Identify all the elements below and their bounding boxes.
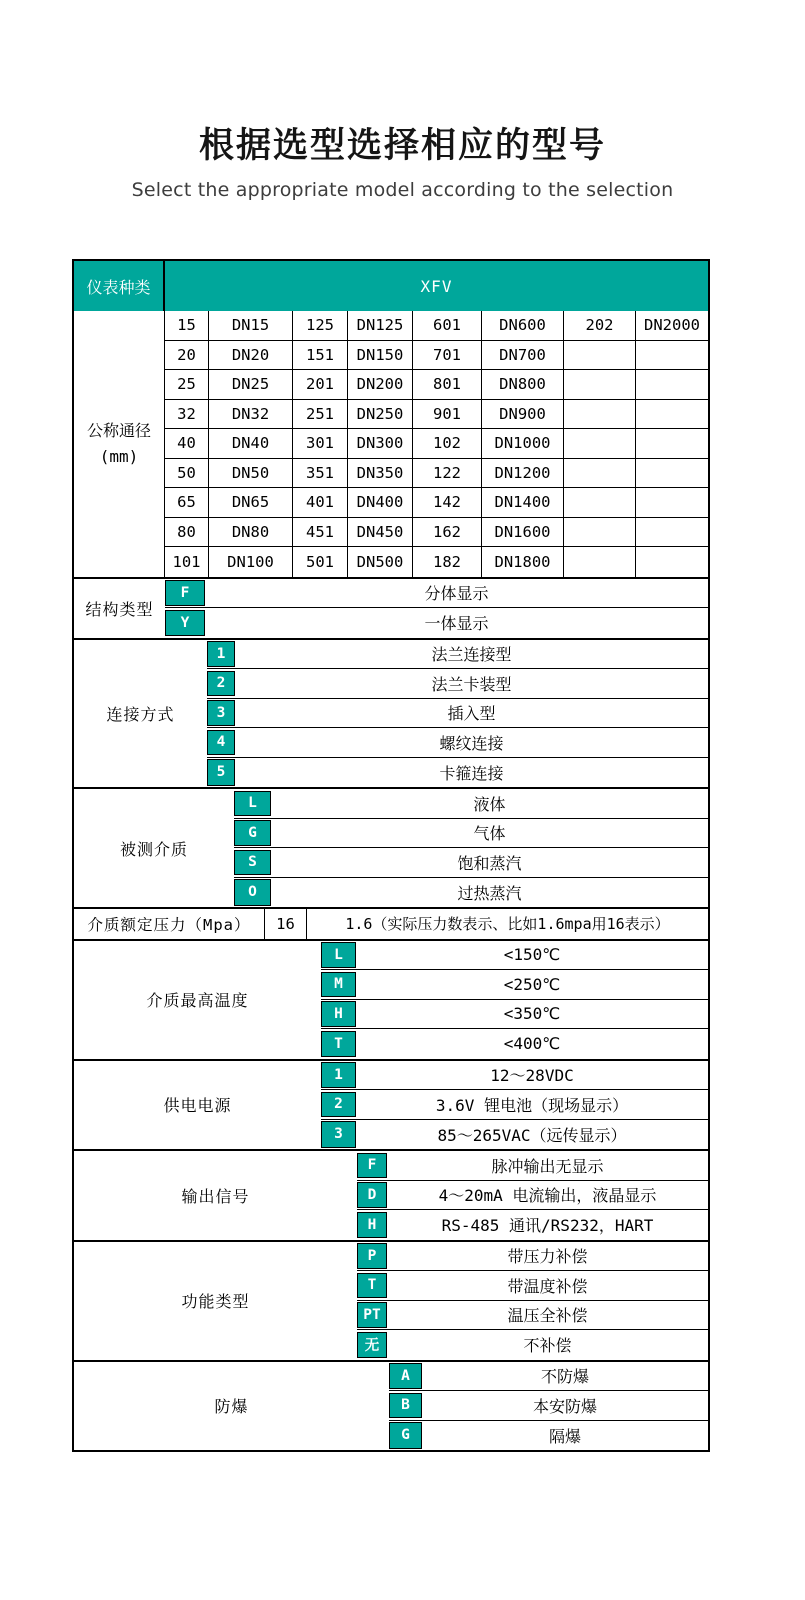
section-rows xyxy=(389,1362,708,1451)
dn-cell xyxy=(564,518,636,548)
nominal-diameter-grid xyxy=(165,311,708,577)
option-row xyxy=(234,878,708,908)
page-title: 根据选型选择相应的型号 xyxy=(198,126,606,166)
option-row xyxy=(389,1421,708,1451)
option-row xyxy=(321,941,708,971)
section-rated-pressure xyxy=(74,907,708,939)
option-code-cell: T xyxy=(321,1031,356,1058)
section-label: 连接方式 xyxy=(106,704,175,724)
dn-cell: DN350 xyxy=(348,459,413,489)
dn-cell: 125 xyxy=(293,311,348,341)
option-row xyxy=(321,970,708,1000)
dn-cell: DN2000 xyxy=(636,311,708,341)
dn-cell: 142 xyxy=(413,488,482,518)
option-description: 插入型 xyxy=(447,704,496,724)
option-row xyxy=(389,1391,708,1421)
option-code-cell: PT xyxy=(357,1302,387,1328)
option-description: 法兰连接型 xyxy=(431,645,512,665)
dn-cell: 122 xyxy=(413,459,482,489)
option-row xyxy=(207,640,708,670)
option-description: 3.6V 锂电池（现场显示） xyxy=(435,1095,629,1115)
option-description: <400℃ xyxy=(503,1034,561,1054)
section-measured-medium xyxy=(74,787,708,907)
dn-cell xyxy=(636,429,708,459)
option-row xyxy=(207,699,708,729)
dn-cell: 25 xyxy=(165,370,209,400)
option-description: 饱和蒸汽 xyxy=(457,853,522,873)
dn-cell: DN250 xyxy=(348,400,413,430)
option-row xyxy=(234,789,708,819)
dn-cell: DN150 xyxy=(348,341,413,371)
option-description: 带温度补偿 xyxy=(507,1276,588,1296)
dn-cell: DN32 xyxy=(209,400,293,430)
option-code-cell: M xyxy=(321,972,356,998)
section-label: 供电电源 xyxy=(163,1096,232,1116)
dn-cell: 65 xyxy=(165,488,209,518)
dn-cell: DN65 xyxy=(209,488,293,518)
dn-cell: 901 xyxy=(413,400,482,430)
dn-cell xyxy=(636,459,708,489)
option-row xyxy=(234,819,708,849)
section-connection-type xyxy=(74,638,708,788)
dn-cell: DN400 xyxy=(348,488,413,518)
section-label: 介质额定压力（Mpa） xyxy=(87,915,251,934)
dn-cell: 251 xyxy=(293,400,348,430)
option-description: RS-485 通讯/RS232，HART xyxy=(441,1216,654,1236)
section-structure-type xyxy=(74,577,708,638)
option-row xyxy=(357,1330,708,1360)
option-code-cell: 4 xyxy=(207,730,235,756)
dn-cell: 102 xyxy=(413,429,482,459)
option-row xyxy=(165,579,708,609)
option-code-cell: 1 xyxy=(207,641,235,667)
option-row xyxy=(321,1090,708,1120)
option-code-cell: H xyxy=(321,1001,356,1027)
option-description: 不防爆 xyxy=(540,1367,589,1387)
option-description: 过热蒸汽 xyxy=(457,883,522,903)
option-row xyxy=(357,1151,708,1181)
dn-cell: 20 xyxy=(165,341,209,371)
dn-cell: 202 xyxy=(564,311,636,341)
option-description: 85～265VAC（远传显示） xyxy=(437,1125,627,1145)
model-selection-table xyxy=(72,259,710,1452)
dn-cell: DN20 xyxy=(209,341,293,371)
option-row xyxy=(357,1301,708,1331)
dn-cell: 201 xyxy=(293,370,348,400)
dn-cell: DN200 xyxy=(348,370,413,400)
dn-cell: DN15 xyxy=(209,311,293,341)
dn-cell: 15 xyxy=(165,311,209,341)
nominal-diameter-label xyxy=(74,311,165,577)
option-row xyxy=(321,1120,708,1150)
option-code-cell: A xyxy=(389,1363,422,1389)
section-label: 防爆 xyxy=(214,1397,249,1417)
header-model-code: XFV xyxy=(420,276,453,296)
option-code-cell: 2 xyxy=(321,1092,356,1118)
section-rows xyxy=(321,941,708,1059)
dn-cell: 701 xyxy=(413,341,482,371)
option-code-cell: P xyxy=(357,1243,387,1269)
option-code-cell: F xyxy=(165,580,205,606)
dn-cell: DN1200 xyxy=(482,459,564,489)
dn-cell: DN1000 xyxy=(482,429,564,459)
dn-cell: 301 xyxy=(293,429,348,459)
option-code-cell: L xyxy=(321,942,356,968)
dn-cell: DN900 xyxy=(482,400,564,430)
table-header xyxy=(74,261,708,311)
option-description: 本安防爆 xyxy=(532,1396,597,1416)
option-row xyxy=(389,1362,708,1392)
dn-cell: DN800 xyxy=(482,370,564,400)
option-description: <150℃ xyxy=(503,945,561,965)
option-code-cell: 5 xyxy=(207,759,235,786)
title-block xyxy=(0,0,805,201)
section-power-supply xyxy=(74,1059,708,1150)
option-description: 带压力补偿 xyxy=(507,1247,588,1267)
option-description: 一体显示 xyxy=(424,614,489,634)
section-rows xyxy=(234,789,708,907)
option-code-cell: 2 xyxy=(207,671,235,697)
section-label: 输出信号 xyxy=(181,1186,250,1206)
option-code-cell: O xyxy=(234,879,271,906)
dn-cell: DN50 xyxy=(209,459,293,489)
option-row xyxy=(207,669,708,699)
option-code-cell: H xyxy=(357,1212,387,1239)
section-rows xyxy=(357,1151,708,1240)
option-description: 隔爆 xyxy=(548,1426,581,1446)
dn-cell xyxy=(564,488,636,518)
option-description: 螺纹连接 xyxy=(439,733,504,753)
option-row xyxy=(207,728,708,758)
section-rows xyxy=(321,1061,708,1150)
dn-cell xyxy=(564,400,636,430)
dn-cell: DN25 xyxy=(209,370,293,400)
dn-cell xyxy=(636,341,708,371)
section-output-signal xyxy=(74,1149,708,1240)
option-code-cell: 1 xyxy=(321,1062,356,1088)
option-description: 1.6（实际压力数表示、比如1.6mpa用16表示） xyxy=(345,915,670,934)
option-description: 气体 xyxy=(473,824,506,844)
section-rows xyxy=(357,1242,708,1360)
option-row xyxy=(321,1000,708,1030)
option-row xyxy=(165,608,708,638)
dn-cell: 80 xyxy=(165,518,209,548)
dn-cell: 801 xyxy=(413,370,482,400)
option-row xyxy=(357,1271,708,1301)
dn-cell: DN1600 xyxy=(482,518,564,548)
dn-cell xyxy=(564,459,636,489)
nominal-diameter-label-line1: 公称通径 xyxy=(86,421,151,441)
option-row xyxy=(357,1242,708,1272)
dn-cell: 101 xyxy=(165,547,209,577)
option-row xyxy=(264,909,708,939)
dn-cell: DN500 xyxy=(348,547,413,577)
option-description: 卡箍连接 xyxy=(439,763,504,783)
dn-cell xyxy=(636,488,708,518)
option-row xyxy=(321,1029,708,1059)
nominal-diameter-label-line2: (mm) xyxy=(99,446,139,466)
dn-cell xyxy=(636,547,708,577)
section-rows xyxy=(165,579,708,638)
dn-cell: DN100 xyxy=(209,547,293,577)
dn-cell: DN600 xyxy=(482,311,564,341)
dn-cell xyxy=(636,370,708,400)
option-code-cell: S xyxy=(234,850,271,876)
option-description: 不补偿 xyxy=(523,1336,572,1356)
dn-cell xyxy=(564,429,636,459)
option-description: 脉冲输出无显示 xyxy=(491,1156,604,1176)
dn-cell: DN40 xyxy=(209,429,293,459)
option-code-cell: G xyxy=(389,1422,422,1449)
section-rows xyxy=(207,640,708,788)
option-description: 液体 xyxy=(473,794,506,814)
option-code-cell: L xyxy=(234,791,271,817)
section-nominal-diameter xyxy=(74,311,708,577)
option-code-cell: 3 xyxy=(207,700,235,726)
option-row xyxy=(207,758,708,788)
section-max-temperature xyxy=(74,939,708,1059)
dn-cell: 162 xyxy=(413,518,482,548)
option-description: 温压全补偿 xyxy=(507,1306,588,1326)
dn-cell: DN1400 xyxy=(482,488,564,518)
section-label: 结构类型 xyxy=(85,599,154,619)
option-code-cell: 无 xyxy=(357,1332,387,1359)
dn-cell: 182 xyxy=(413,547,482,577)
option-row xyxy=(321,1061,708,1091)
option-code-cell: F xyxy=(357,1153,387,1179)
dn-cell xyxy=(564,341,636,371)
option-row xyxy=(234,848,708,878)
dn-cell: 151 xyxy=(293,341,348,371)
option-code-cell: Y xyxy=(165,610,205,637)
option-code-cell: 16 xyxy=(264,909,307,939)
dn-cell: 401 xyxy=(293,488,348,518)
option-description: <250℃ xyxy=(503,974,561,994)
section-label: 被测介质 xyxy=(119,839,188,859)
dn-cell xyxy=(564,547,636,577)
dn-cell: 601 xyxy=(413,311,482,341)
option-row xyxy=(357,1210,708,1240)
dn-cell xyxy=(636,518,708,548)
dn-cell: 501 xyxy=(293,547,348,577)
option-code-cell: G xyxy=(234,820,271,846)
section-explosion-proof xyxy=(74,1360,708,1451)
option-code-cell: T xyxy=(357,1273,387,1299)
section-label: 功能类型 xyxy=(181,1292,250,1311)
option-row xyxy=(357,1181,708,1211)
option-description: <350℃ xyxy=(503,1004,561,1024)
section-rows xyxy=(264,909,708,939)
option-code-cell: 3 xyxy=(321,1121,356,1148)
dn-cell: DN450 xyxy=(348,518,413,548)
dn-cell: DN700 xyxy=(482,341,564,371)
dn-cell: 50 xyxy=(165,459,209,489)
option-code-cell: B xyxy=(389,1393,422,1419)
section-function-type xyxy=(74,1240,708,1360)
header-instrument-type-label: 仪表种类 xyxy=(74,261,165,311)
option-description: 4～20mA 电流输出，液晶显示 xyxy=(438,1186,657,1206)
dn-cell: 40 xyxy=(165,429,209,459)
option-description: 分体显示 xyxy=(424,584,489,604)
dn-cell: DN300 xyxy=(348,429,413,459)
section-label: 介质最高温度 xyxy=(146,991,249,1010)
dn-cell: DN125 xyxy=(348,311,413,341)
option-description: 法兰卡装型 xyxy=(431,674,512,694)
dn-cell: DN80 xyxy=(209,518,293,548)
option-code-cell: D xyxy=(357,1182,387,1208)
page-subtitle: Select the appropriate model according to the selection xyxy=(131,179,674,201)
dn-cell: 451 xyxy=(293,518,348,548)
dn-cell xyxy=(564,370,636,400)
option-description: 12～28VDC xyxy=(490,1066,574,1086)
dn-cell xyxy=(636,400,708,430)
dn-cell: 32 xyxy=(165,400,209,430)
dn-cell: DN1800 xyxy=(482,547,564,577)
dn-cell: 351 xyxy=(293,459,348,489)
